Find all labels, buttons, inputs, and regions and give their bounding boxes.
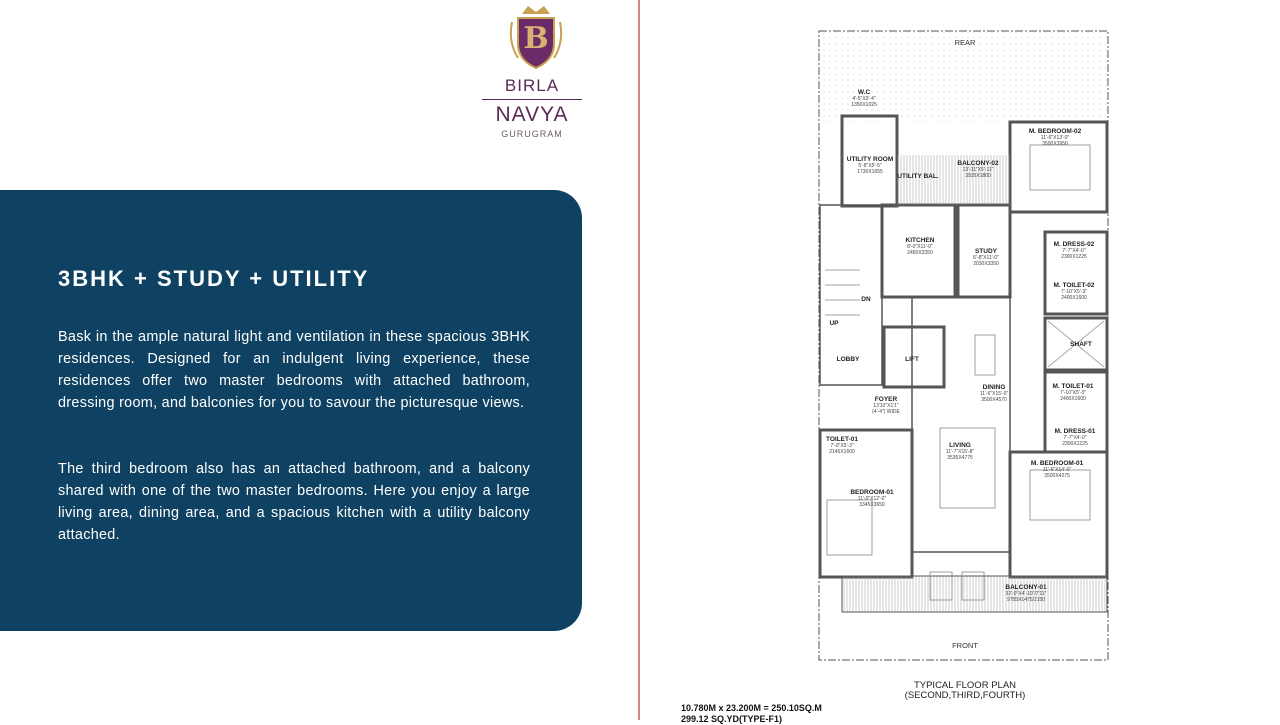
room-balcony-01: BALCONY-01 32'-0"X4'-10"/7'11" 9755X1475/2150 xyxy=(1005,584,1047,603)
room-master-bedroom-02: M. BEDROOM-02 11'-6"X13'-0" 3500X3950 xyxy=(1028,128,1082,147)
room-living: LIVING 11'-7"X15'-8" 3535X4775 xyxy=(945,442,975,461)
room-master-toilet-02: M. TOILET-02 7'-10"X5'-3" 2400X1600 xyxy=(1053,282,1095,301)
room-toilet-01: TOILET-01 7'-0"X5'-3" 2145X1600 xyxy=(825,436,859,455)
area-line-2: 299.12 SQ.YD(TYPE-F1) xyxy=(681,714,783,724)
room-wc: W.C 4'-5"X3'-4" 1350X1025 xyxy=(851,89,877,108)
room-study: STUDY 6'-8"X11'-0" 2030X3350 xyxy=(973,248,999,267)
description-paragraph-1: Bask in the ample natural light and ventilation in these spacious 3BHK residences. Designed for an indulgent living experience, these residences offer two master bedrooms with attached bathroom, dressing room, and balconies for you to savour the picturesque views. xyxy=(58,329,530,411)
stair-down-label: DN xyxy=(861,296,871,303)
brand-name: BIRLA xyxy=(504,76,560,95)
project-name: NAVYA xyxy=(495,103,569,126)
plot-area xyxy=(681,703,822,725)
room-kitchen: KITCHEN 8'-0"X11'-0" 2450X3350 xyxy=(905,237,935,256)
room-master-bedroom-01: M. BEDROOM-01 11'-6"X14'-0" 3500X4275 xyxy=(1030,460,1084,479)
front-balcony-hatch xyxy=(842,576,1107,612)
description-paragraph-2: The third bedroom also has an attached bathroom, and a balcony shared with one of the two master bedrooms. Here you enjoy a large living area, dining area, and a spacious kitchen with a utility balcony attached. xyxy=(58,461,530,543)
room-bedroom-01: BEDROOM-01 11'-0"X12'-0" 3345X3650 xyxy=(850,489,894,508)
svg-text:B: B xyxy=(523,21,549,56)
room-master-dress-01: M. DRESS-01 7'-7"X4'-0" 2300X1225 xyxy=(1054,428,1096,447)
room-utility-room: UTILITY ROOM 5'-8"X5'-5" 1730X1655 xyxy=(846,156,894,175)
room-master-dress-02: M. DRESS-02 7'-7"X4'-0" 2300X1225 xyxy=(1053,241,1095,260)
caption-line-1: TYPICAL FLOOR PLAN xyxy=(913,680,1017,691)
floor-plan-caption xyxy=(905,681,1026,701)
room-foyer: FOYER 13'10"X1'1" (4'-4") WIDE xyxy=(872,396,900,415)
room-dining: DINING 11'-6"X15'-0" 3500X4570 xyxy=(979,384,1009,403)
caption-line-2: (SECOND,THIRD,FOURTH) xyxy=(904,690,1026,701)
room-master-toilet-01: M. TOILET-01 7'-10"X5'-3" 2400X1600 xyxy=(1052,383,1094,402)
room-lift: LIFT xyxy=(905,356,919,363)
front-label: FRONT xyxy=(952,641,978,650)
project-location: GURUGRAM xyxy=(501,129,563,139)
stair-up-label: UP xyxy=(829,320,839,327)
room-lobby: LOBBY xyxy=(836,356,860,363)
room-utility-balcony: UTILITY BAL. xyxy=(897,173,939,180)
area-line-1: 10.780M x 23.200M = 250.10SQ.M xyxy=(681,703,822,713)
plot-boundary xyxy=(819,31,1108,660)
unit-type-title: 3BHK + STUDY + UTILITY xyxy=(58,266,370,291)
room-balcony-02: BALCONY-02 13'-11"X5'-11" 3935X1800 xyxy=(957,160,999,179)
rear-label: REAR xyxy=(954,38,976,47)
room-shaft: SHAFT xyxy=(1070,341,1092,348)
